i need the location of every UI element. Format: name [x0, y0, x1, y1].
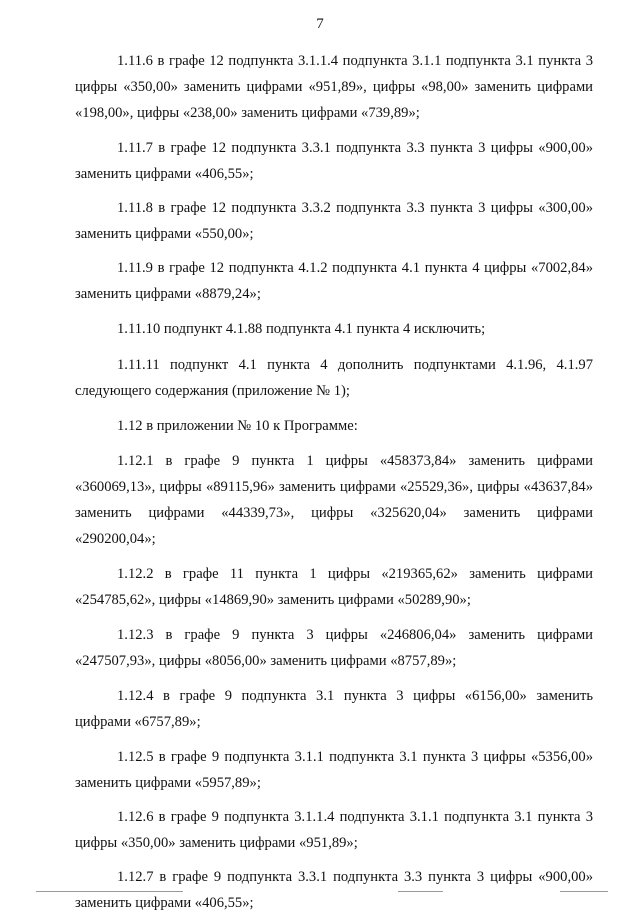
paragraph-1-12-4: 1.12.4 в графе 9 подпункта 3.1 пункта 3 цифры «6156,00» заменить цифрами «6757,89»; — [75, 688, 593, 730]
paragraph-1-11-6: 1.11.6 в графе 12 подпункта 3.1.1.4 подпункта 3.1.1 подпункта 3.1 пункта 3 цифры «350,00» заменить цифрами «951,89», цифры «98,00» заменить цифрами «198,00», цифры «238,00» заменить цифрами «739,89»; — [75, 53, 593, 121]
scan-artifact-line-center — [398, 891, 443, 892]
paragraph-1-12-5: 1.12.5 в графе 9 подпункта 3.1.1 подпункта 3.1 пункта 3 цифры «5356,00» заменить цифрами «5957,89»; — [75, 749, 593, 791]
page-number: 7 — [316, 16, 324, 32]
paragraph-1-11-7: 1.11.7 в графе 12 подпункта 3.3.1 подпункта 3.3 пункта 3 цифры «900,00» заменить цифрами «406,55»; — [75, 140, 593, 182]
document-body — [75, 48, 593, 916]
scan-artifact-line-right — [560, 891, 608, 892]
paragraph-1-12-3: 1.12.3 в графе 9 пункта 3 цифры «246806,04» заменить цифрами «247507,93», цифры «8056,00» заменить цифрами «8757,89»; — [75, 627, 593, 669]
paragraph-1-12-2: 1.12.2 в графе 11 пункта 1 цифры «219365,62» заменить цифрами «254785,62», цифры «14869,90» заменить цифрами «50289,90»; — [75, 566, 593, 608]
paragraph-1-11-11: 1.11.11 подпункт 4.1 пункта 4 дополнить подпунктами 4.1.96, 4.1.97 следующего содержания (приложение № 1); — [75, 357, 593, 399]
paragraph-1-12: 1.12 в приложении № 10 к Программе: — [117, 418, 358, 434]
scan-artifact-line-left — [36, 891, 183, 892]
paragraph-1-12-7: 1.12.7 в графе 9 подпункта 3.3.1 подпункта 3.3 пункта 3 цифры «900,00» заменить цифрами «406,55»; — [75, 869, 593, 911]
paragraph-1-11-8: 1.11.8 в графе 12 подпункта 3.3.2 подпункта 3.3 пункта 3 цифры «300,00» заменить цифрами «550,00»; — [75, 200, 593, 242]
paragraph-1-12-6: 1.12.6 в графе 9 подпункта 3.1.1.4 подпункта 3.1.1 подпункта 3.1 пункта 3 цифры «350,00» заменить цифрами «951,89»; — [75, 809, 593, 851]
paragraph-1-11-9: 1.11.9 в графе 12 подпункта 4.1.2 подпункта 4.1 пункта 4 цифры «7002,84» заменить цифрами «8879,24»; — [75, 260, 593, 302]
paragraph-1-12-1: 1.12.1 в графе 9 пункта 1 цифры «458373,84» заменить цифрами «360069,13», цифры «89115,96» заменить цифрами «25529,36», цифры «43637,84» заменить цифрами «44339,73», цифры «325620,04» заменить цифрами «290200,04»; — [75, 453, 593, 547]
paragraph-1-11-10: 1.11.10 подпункт 4.1.88 подпункта 4.1 пункта 4 исключить; — [117, 321, 486, 337]
